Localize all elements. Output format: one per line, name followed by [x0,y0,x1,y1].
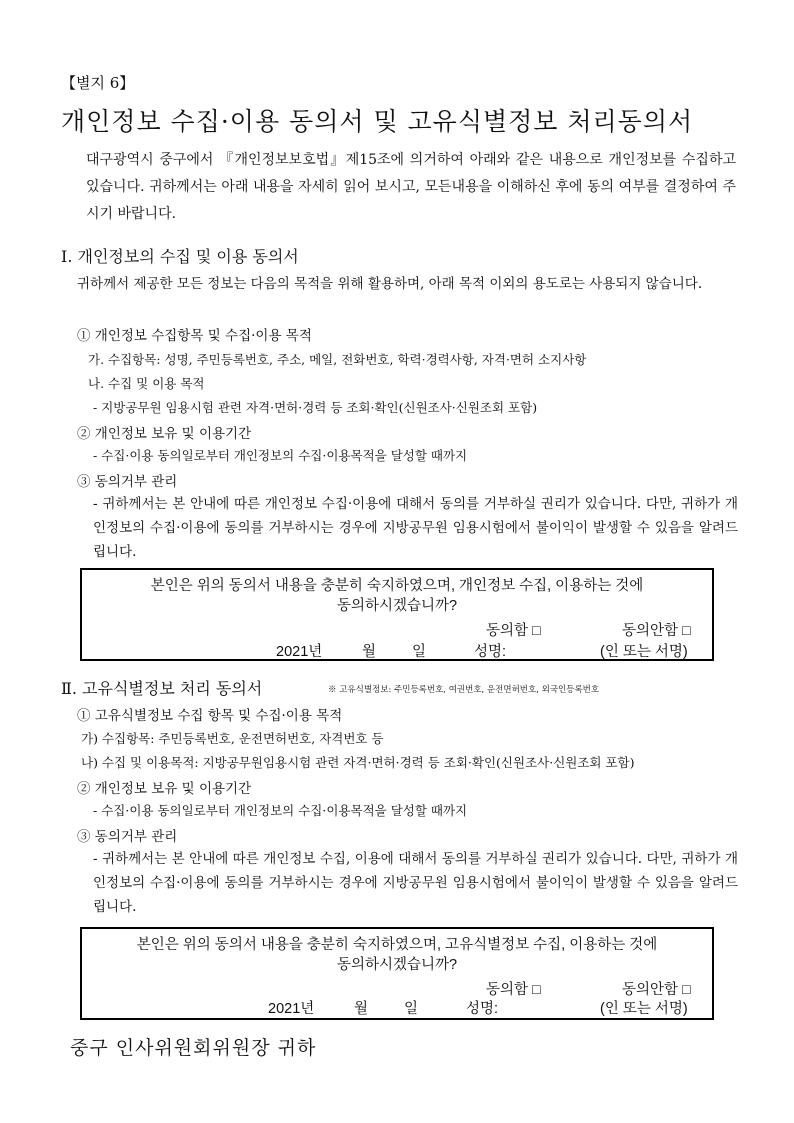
date-day[interactable]: 일 [412,644,427,660]
signature-label[interactable]: 성명: [466,1001,499,1017]
date-month[interactable]: 월 [362,644,377,660]
section1-heading: Ⅰ. 개인정보의 수집 및 이용 동의서 [61,247,299,266]
consent-box-1 [80,568,714,661]
section2-item2-title: ② 개인정보 보유 및 이용기간 [77,781,252,797]
section2-item2-detail: - 수집·이용 동의일로부터 개인정보의 수집·이용목적을 달성할 때까지 [93,803,468,818]
consent-question-line1: 본인은 위의 동의서 내용을 충분히 숙지하였으며, 개인정보 수집, 이용하는 것에 [150,578,644,594]
section2-heading: Ⅱ. 고유식별정보 처리 동의서 [61,679,263,698]
date-month[interactable]: 월 [354,1001,369,1017]
consent-question-line2: 동의하시겠습니까? [336,598,458,614]
agree-checkbox[interactable]: 동의함 □ [486,982,541,998]
date-year: 2021년 [276,644,323,660]
section2-item3-detail: - 귀하께서는 본 안내에 따른 개인정보 수집, 이용에 대해서 동의를 거부하실 권리가 있습니다. 다만, 귀하가 개인정보의 수집·이용에 동의를 거부하시는 경우에 지방공무원 임용시험에서 불이익이 발생할 수 있음을 알려드립니다. [93,851,738,915]
section1-item2-detail: - 수집·이용 동의일로부터 개인정보의 수집·이용목적을 달성할 때까지 [93,448,468,463]
signature-note: (인 또는 서명) [600,1001,688,1017]
disagree-checkbox[interactable]: 동의안함 □ [622,623,691,639]
agree-checkbox[interactable]: 동의함 □ [486,623,541,639]
consent-box-2 [80,927,714,1020]
section1-item1-title: ① 개인정보 수집항목 및 수집·이용 목적 [77,328,312,344]
date-year: 2021년 [268,1001,315,1017]
section2-item1-a: 가) 수집항목: 주민등록번호, 운전면허번호, 자격번호 등 [81,731,384,746]
consent-question-line2: 동의하시겠습니까? [336,957,458,973]
section2-note: ※ 고유식별정보: 주민등록번호, 여권번호, 운전면허번호, 외국인등록번호 [328,685,600,695]
disagree-checkbox[interactable]: 동의안함 □ [622,982,691,998]
section1-lead: 귀하께서 제공한 모든 정보는 다음의 목적을 위해 활용하며, 아래 목적 이외의 용도로는 사용되지 않습니다. [77,276,703,292]
section1-item2-title: ② 개인정보 보유 및 이용기간 [77,426,252,442]
consent-question-line1: 본인은 위의 동의서 내용을 충분히 숙지하였으며, 고유식별정보 수집, 이용하는 것에 [136,937,658,953]
section1-item1-b: 나. 수집 및 이용 목적 [88,376,205,391]
annex-tag: 【별지 6】 [61,74,135,92]
section1-item1-a: 가. 수집항목: 성명, 주민등록번호, 주소, 메일, 전화번호, 학력·경력사항, 자격·면허 소지사항 [88,352,587,367]
section2-item1-title: ① 고유식별정보 수집 항목 및 수집·이용 목적 [77,708,343,724]
signature-label[interactable]: 성명: [474,644,507,660]
section1-item3-detail: - 귀하께서는 본 안내에 따른 개인정보 수집·이용에 대해서 동의를 거부하실 권리가 있습니다. 다만, 귀하가 개인정보의 수집·이용에 동의를 거부하시는 경우에 지방공무원 임용시험에서 불이익이 발생할 수 있음을 알려드립니다. [93,496,738,560]
page-title: 개인정보 수집·이용 동의서 및 고유식별정보 처리동의서 [61,107,694,136]
section1-item3-title: ③ 동의거부 관리 [77,474,178,490]
section2-item3-title: ③ 동의거부 관리 [77,829,178,845]
intro-paragraph: 대구광역시 중구에서 『개인정보보호법』제15조에 의거하여 아래와 같은 내용으로 개인정보를 수집하고 있습니다. 귀하께서는 아래 내용을 자세히 읽어 보시고, 모든내용을 이해하신 후에 동의 여부를 결정하여 주시기 바랍니다. [86,152,736,222]
date-day[interactable]: 일 [404,1001,419,1017]
section1-item1-b-detail: - 지방공무원 임용시험 관련 자격·면허·경력 등 조회·확인(신원조사·신원조회 포함) [93,400,538,415]
signature-note: (인 또는 서명) [600,644,688,660]
addressee: 중구 인사위원회위원장 귀하 [70,1037,317,1059]
section2-item1-b: 나) 수집 및 이용목적: 지방공무원임용시험 관련 자격·면허·경력 등 조회·확인(신원조사·신원조회 포함) [81,755,635,770]
